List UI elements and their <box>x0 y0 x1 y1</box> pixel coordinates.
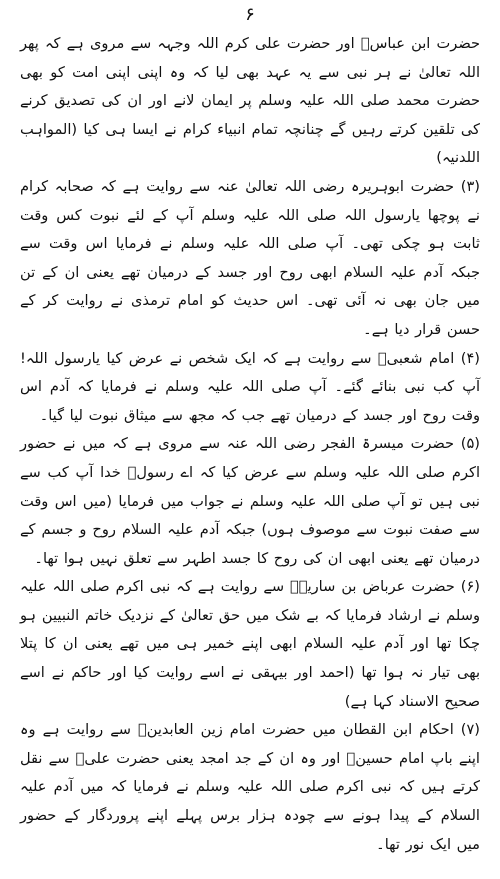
paragraph-4: (۴) امام شعبیؒ سے روایت ہے کہ ایک شخص نے عرض کیا یارسول اللہ! آپ کب نبی بنائے گئے۔ آپ صلی اللہ علیہ وسلم نے فرمایا کہ آدم اس وقت روح اور جسد کے درمیان تھے جب کہ مجھ سے میثاق نبوت لیا گیا۔ <box>20 349 480 424</box>
paragraph-5: (۵) حضرت میسرۃ الفجر رضی اللہ عنہ سے مروی ہے کہ میں نے حضور اکرم صلی اللہ علیہ وسلم سے عرض کیا کہ اے رسولؐ خدا آپ کب سے نبی ہیں تو آپ صلی اللہ علیہ وسلم نے جواب میں فرمایا (میں اس وقت سے صفت نبوت سے موصوف ہوں) جبکہ آدم علیہ السلام روح و جسم کے درمیان تھے یعنی ابھی ان کی روح کا جسد اطہر سے تعلق نہیں ہوا تھا۔ <box>20 435 480 567</box>
paragraph-6: (۶) حضرت عرباض بن ساریہؓ سے روایت ہے کہ نبی اکرم صلی اللہ علیہ وسلم نے ارشاد فرمایا کہ بے شک میں حق تعالیٰ کے نزدیک خاتم النبیین ہو چکا تھا اور آدم علیہ السلام ابھی اپنے خمیر ہی میں تھے یعنی ان کا پتلا بھی تیار نہ ہوا تھا (احمد اور بیہقی نے اسے روایت کیا اور حاکم نے اسے صحیح الاسناد کہا ہے) <box>20 578 480 710</box>
paragraph-7: (۷) احکام ابن القطان میں حضرت امام زین العابدینؒ سے روایت ہے وہ اپنے باپ امام حسینؓ اور وہ ان کے جد امجد یعنی حضرت علیؓ سے نقل کرتے ہیں کہ نبی اکرم صلی اللہ علیہ وسلم نے فرمایا کہ میں آدم علیہ السلام کے پیدا ہونے سے چودہ ہزار برس پہلے اپنے پروردگار کے حضور میں ایک نور تھا۔ <box>20 721 480 853</box>
paragraph-intro: حضرت ابن عباسؓ اور حضرت علی کرم اللہ وجہہ سے مروی ہے کہ پھر اللہ تعالیٰ نے ہر نبی سے یہ عہد بھی لیا کہ وہ اپنی اپنی امت کو بھی حضرت محمد صلی اللہ علیہ وسلم پر ایمان لانے اور ان کی تصدیق کرنے کی تلقین کرتے رہیں گے چنانچہ تمام انبیاء کرام نے ایسا ہی کیا (المواہب اللدنیہ) <box>20 35 480 167</box>
page-number: ۶ <box>245 4 255 25</box>
paragraph-3: (۳) حضرت ابوہریرہ رضی اللہ تعالیٰ عنہ سے روایت ہے کہ صحابہ کرام نے پوچھا یارسول اللہ صلی اللہ علیہ وسلم آپ کے لئے نبوت کس وقت ثابت ہو چکی تھی۔ آپ صلی اللہ علیہ وسلم نے فرمایا اس وقت سے جبکہ آدم علیہ السلام ابھی روح اور جسد کے درمیان تھے یعنی ان کے تن میں جان بھی نہ آئی تھی۔ اس حدیث کو امام ترمذی نے روایت کر کے حسن قرار دیا ہے۔ <box>20 177 480 338</box>
